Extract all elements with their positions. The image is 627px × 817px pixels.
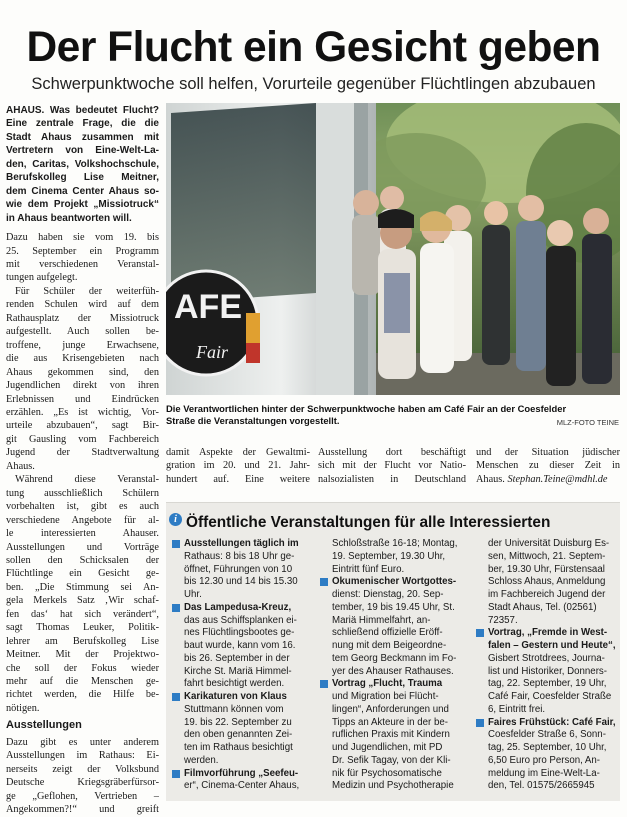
body-line: Dazu gibt es unter anderem — [6, 736, 159, 748]
infobox-line: werden. — [184, 754, 219, 766]
lead-paragraph — [6, 104, 159, 225]
lead-line: Stadt Ahaus zusammen mit — [6, 131, 159, 143]
lead-line: Vertretern von Eine-Welt-La- — [6, 145, 159, 157]
body-line: richtet werden, die Hilfe be- — [6, 689, 159, 701]
body-line: git Gausling vom Fachbereich — [6, 433, 159, 445]
infobox-line: und Jugendlichen, mit PD — [332, 742, 443, 753]
article-photo — [166, 103, 620, 395]
article-column-2 — [166, 446, 310, 486]
caption-line: Straße die Veranstaltungen vorgestellt. — [166, 415, 340, 426]
infobox-line: nung mit dem Beigeordne- — [332, 640, 447, 651]
body-line: Ausstellungen und Vorträge — [6, 541, 159, 553]
infobox-line: Ausstellungen täglich im — [172, 538, 312, 551]
body-line: nerseits zeigt der Volksbund — [6, 763, 159, 775]
infobox-line: tag, 25. September, 10 Uhr, — [488, 742, 607, 753]
infobox-line: 6, Eintritt frei. — [488, 703, 546, 715]
body-line: nötigen. — [6, 702, 40, 714]
infobox-line: tag, 22. September, 19 Uhr, — [488, 678, 607, 690]
body-line: sollen den Schicksalen der — [6, 554, 159, 566]
infobox-line: nik für Psychosomatische — [332, 767, 442, 779]
infobox-column-3 — [476, 538, 622, 793]
sign-script: Fair — [196, 342, 229, 362]
infobox-column-1 — [172, 538, 312, 793]
body-line: Für Schüler der weiterfüh- — [15, 285, 159, 297]
body-line: Flüchtlinge ein Gesicht ge- — [6, 568, 159, 580]
body-text — [6, 231, 159, 715]
body-line: aufgestellt. Auch sollen be- — [6, 326, 159, 338]
lead-line: den, Caritas, Volkshochschule, — [6, 158, 159, 170]
section-text — [6, 736, 159, 817]
infobox-line: Ökumenischer Wortgottes- — [320, 576, 470, 589]
body-line: ge „Geflohen, Vertrieben – — [6, 790, 159, 802]
lead-line: wie dem Projekt „Missiotruck“ — [6, 199, 159, 211]
lead-line: AHAUS. Was bedeutet Flucht? — [6, 105, 159, 116]
infobox-line: der Universität Duisburg Es- — [488, 538, 610, 549]
body-line: hundert auf. Eine weitere — [166, 473, 310, 485]
infobox-line: Vortrag, „Fremde in West- — [476, 627, 622, 640]
body-line: gration im 20. und 21. Jahr- — [166, 460, 310, 472]
subheadline: Schwerpunktwoche soll helfen, Vorurteile gegenüber Flüchtlingen abzubauen — [31, 75, 596, 93]
body-line: troffene, junge Erwachsene, — [6, 339, 159, 351]
closing-word: Ahaus. — [476, 473, 505, 485]
body-line — [476, 473, 620, 486]
headline: Der Flucht ein Gesicht geben — [26, 24, 601, 71]
infobox-heading: Öffentliche Veranstaltungen für alle Interessierten — [186, 514, 551, 531]
body-line: Ausstellungen im Rathaus: Ei- — [6, 750, 159, 762]
body-line: le interessierten Ahauser. — [6, 528, 159, 540]
body-line: Erlebnissen und Eindrücken — [6, 393, 159, 405]
infobox-line: Stadt Ahaus, Tel. (02561) — [488, 601, 597, 613]
infobox-line: 19. bis 22. September zu — [184, 716, 292, 728]
infobox-line: yer des Ahauser Rathauses. — [332, 665, 454, 677]
photo-illustration — [166, 103, 620, 395]
body-line: erzählen. „Es ist wichtig, Vor- — [6, 406, 159, 418]
infobox-line: ruflichen Praxis mit Kindern — [332, 729, 450, 741]
infobox-column-2 — [320, 538, 470, 793]
lead-line: in Ahaus beantworten will. — [6, 212, 132, 224]
infobox-line: list und Historiker, Donners- — [488, 665, 607, 677]
body-line: Während diese Veranstal- — [15, 474, 159, 486]
infobox-line: tember, 19 bis 19.45 Uhr, St. — [332, 601, 455, 613]
lead-line: dem Cinema Center Ahaus so- — [6, 185, 159, 197]
photo-caption — [166, 403, 620, 427]
infobox-line: Mariä Himmelfahrt, an- — [332, 614, 431, 626]
infobox-line: Filmvorführung „Seefeu- — [172, 768, 312, 781]
infobox-line: 19. September, 19.30 Uhr, — [332, 550, 446, 562]
article-column-4 — [476, 446, 620, 486]
infobox-line: Schloss Ahaus, Anmeldung — [488, 576, 606, 588]
infobox-line: ten im Rathaus besichtigt — [184, 742, 293, 753]
infobox-line: baut wurde, kann vom 16. — [184, 640, 296, 651]
lead-line: Eine zentrale Frage, die die — [6, 118, 159, 130]
infobox-line: Faires Frühstück: Café Fair, — [476, 717, 622, 730]
infobox-line: Uhr. — [184, 589, 202, 600]
infobox-line: nes Flüchtlingsbootes ge- — [184, 627, 295, 639]
body-line: tung ausschließlich Schülern — [6, 487, 159, 499]
infobox-line: im Fachbereich Jugend der — [488, 589, 606, 600]
article-column-left — [6, 104, 159, 817]
body-line: Deutsche Kriegsgräberfürsor- — [6, 777, 159, 789]
infobox-line: 6,50 Euro pro Person, An- — [488, 754, 601, 766]
body-line: die aus Krisengebieten nach — [6, 353, 159, 365]
infobox-line: den, Tel. 01575/2665945 — [488, 780, 595, 792]
body-line: Rathausplatz der Missiotruck — [6, 312, 159, 324]
body-line: fen das‘ hat sich verändert“, — [6, 608, 159, 620]
body-line: Menschen zu dieser Zeit in — [476, 460, 620, 472]
infobox-line: dienst: Dienstag, 20. Sep- — [332, 589, 444, 600]
infobox-line: Rathaus: 8 bis 18 Uhr ge- — [184, 550, 295, 562]
infobox-line: Das Lampedusa-Kreuz, — [172, 602, 312, 615]
lead-line: Berufskolleg Lise Meitner, — [6, 172, 159, 184]
article-column-3 — [318, 446, 466, 486]
infobox-line: tem Georg Beckmann im Fo- — [332, 652, 457, 664]
sign-letters: AFE — [174, 288, 242, 326]
body-line: verschiedene Angebote für al- — [6, 514, 159, 526]
infobox-line: das aus Schiffsplanken ei- — [184, 614, 297, 626]
body-line: ben. „Die Stimmung sei An- — [6, 581, 159, 593]
author-email: Stephan.Teine@mdhl.de — [507, 473, 608, 485]
infobox-line: meldung im Eine-Welt-La- — [488, 767, 600, 779]
infobox-line: bis 26. September in der — [184, 652, 290, 664]
body-line: Meitner. Mit der Projektwo- — [6, 649, 159, 661]
infobox-line: ber, 19.30 Uhr, Fürstensaal — [488, 563, 605, 575]
body-line: nalsozialisten in Deutschland — [318, 473, 466, 485]
infobox-line: und Migration bei Flücht- — [332, 691, 439, 702]
infobox-line: Kirche St. Mariä Himmel- — [184, 665, 292, 677]
infobox-line: 72357. — [488, 614, 518, 626]
infobox-line: sen, Mittwoch, 21. Septem- — [488, 550, 606, 562]
info-icon: i — [169, 513, 182, 526]
body-line: che soll der Fokus wieder — [6, 662, 159, 674]
caption-line: Die Verantwortlichen hinter der Schwerpunktwoche haben am Café Fair an der Coesfelder — [166, 403, 567, 414]
body-line: Angekommen?!“ und greift — [6, 804, 159, 816]
infobox-line: Dr. Sefik Tagay, von der Kli- — [332, 754, 451, 766]
body-line: mehr auf die Menschen ge- — [6, 676, 159, 688]
infobox-line: Schloßstraße 16-18; Montag, — [332, 538, 458, 549]
infobox-line: er“, Cinema-Center Ahaus, — [184, 780, 300, 792]
body-line: gela Merkels Satz ‚Wir schaf- — [6, 595, 159, 607]
infobox-line: falen – Gestern und Heute“, — [488, 640, 616, 651]
body-line: Ahaus gekommen sind, den — [6, 366, 159, 378]
body-line: Ahaus. — [6, 460, 35, 472]
infobox-line: fahrt besichtigt werden. — [184, 678, 285, 690]
body-line: damit Aspekte der Gewaltmi- — [166, 447, 310, 458]
infobox-line: öffnet, Führungen von 10 — [184, 563, 293, 575]
infobox-line: lingen“, Anforderungen und — [332, 703, 449, 715]
infobox-line: Tipps an Akteure in der be- — [332, 716, 448, 728]
infobox-line: Karikaturen von Klaus — [172, 691, 312, 704]
infobox-line: Eintritt fünf Euro. — [332, 563, 405, 575]
body-line: sich mit der Flucht vor Natio- — [318, 460, 466, 472]
infobox-line: schließend offizielle Eröff- — [332, 627, 443, 639]
photo-credit: MLZ-FOTO TEINE — [556, 418, 619, 427]
infobox-line: Gisbert Strotdrees, Journa- — [488, 652, 605, 664]
body-line: 25. September ein Programm — [6, 245, 159, 257]
section-heading: Ausstellungen — [6, 719, 82, 732]
body-line: sagt Thomas Leuker, Politik- — [6, 622, 159, 634]
infobox-line: Medizin und Psychotherapie — [332, 780, 454, 792]
body-line: mit verschiedenen Veranstal- — [6, 258, 159, 270]
infobox-line: Café Fair, Coesfelder Straße — [488, 691, 612, 702]
body-line: Jugend der Stadtverwaltung — [6, 447, 159, 459]
body-line: Ausstellung dort beschäftigt — [318, 447, 466, 458]
infobox-line: Coesfelder Straße 6, Sonn- — [488, 729, 606, 741]
infobox-line: Stuttmann können vom — [184, 703, 284, 715]
body-line: Jugendlichen direkt von ihren — [6, 380, 159, 392]
body-line: vorbehalten ist, gibt es auch — [6, 501, 159, 513]
body-line: Dazu haben sie vom 19. bis — [6, 232, 159, 244]
infobox-line: bis 12.30 und 14 bis 15.30 — [184, 576, 298, 588]
body-line: lehrer am Berufskolleg Lise — [6, 635, 159, 647]
body-line: tungen aufgelegt. — [6, 272, 78, 284]
body-line: und der Situation jüdischer — [476, 447, 620, 458]
infobox-line: den oben genannten Zei- — [184, 729, 293, 741]
infobox-line: Vortrag „Flucht, Trauma — [320, 678, 470, 691]
body-line: urteile abzubauen“, sagt Bir- — [6, 420, 159, 432]
body-line: renden Schulen wird auf dem — [6, 299, 159, 311]
